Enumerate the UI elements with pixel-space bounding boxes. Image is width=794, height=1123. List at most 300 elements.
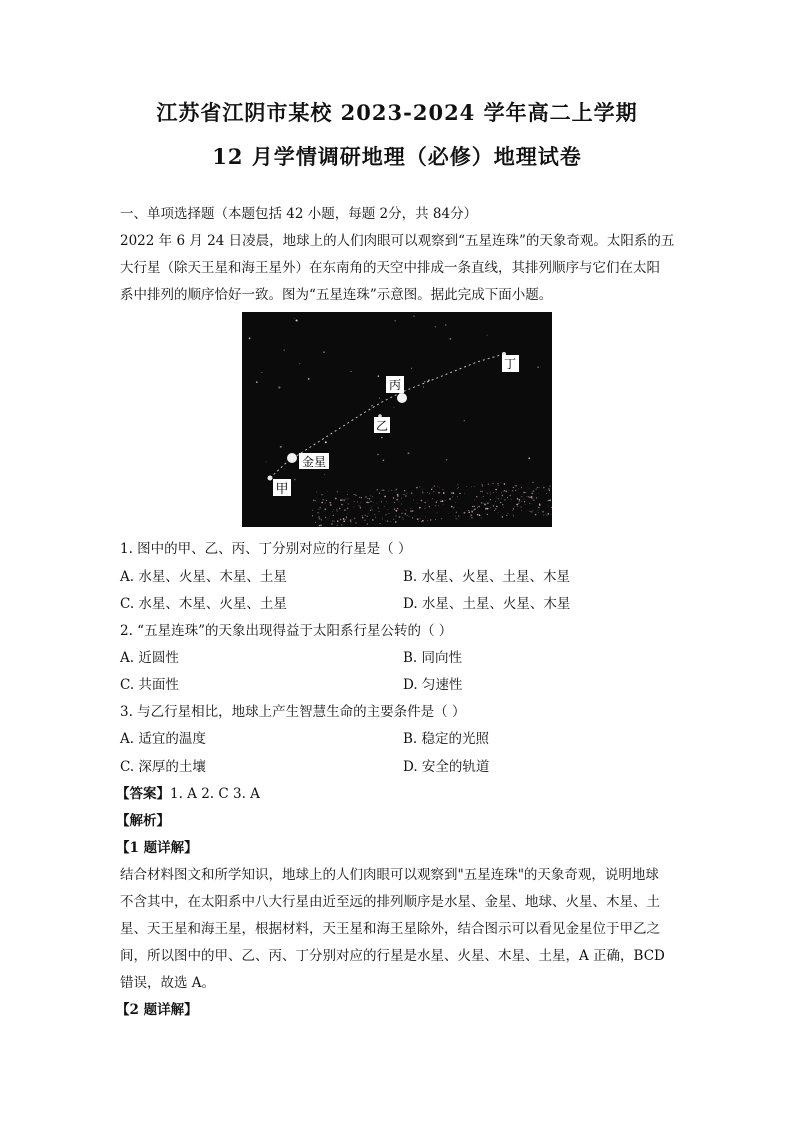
star (408, 452, 410, 454)
ground-light (337, 525, 338, 526)
ground-light (504, 490, 506, 492)
ground-light (548, 500, 550, 502)
ground-light (481, 484, 482, 485)
ground-light (525, 504, 526, 505)
ground-light (551, 514, 552, 515)
ground-light (529, 503, 530, 504)
ground-light (385, 514, 386, 515)
star (256, 381, 258, 383)
analysis-q2-label: 【2 题详解】 (116, 1002, 198, 1018)
ground-light (355, 494, 356, 495)
star (294, 479, 295, 480)
ground-light (549, 486, 550, 487)
ground-light (484, 503, 485, 504)
star (394, 407, 395, 408)
ground-light (440, 501, 442, 503)
ground-light (471, 517, 472, 518)
ground-light (364, 520, 365, 521)
ground-light (388, 509, 389, 510)
ground-light (383, 490, 384, 491)
ground-light (483, 503, 484, 504)
ground-light (506, 515, 507, 516)
ground-light (464, 493, 465, 494)
ground-light (428, 500, 429, 501)
ground-light (503, 491, 504, 492)
ground-light (331, 523, 333, 525)
planet-jia-dot (268, 476, 273, 481)
ground-light (422, 489, 423, 490)
ground-light (344, 509, 345, 510)
ground-light (482, 498, 483, 499)
ground-light (429, 505, 430, 506)
ground-light (531, 493, 533, 495)
ground-light (437, 486, 438, 487)
ground-light (397, 508, 398, 509)
ground-light (361, 497, 362, 498)
star (411, 368, 412, 369)
ground-light (538, 512, 539, 513)
ground-light (384, 506, 385, 507)
ground-light (325, 503, 326, 504)
ground-light (333, 509, 334, 510)
ground-light (543, 515, 544, 516)
ground-light (422, 491, 423, 492)
ground-light (380, 523, 381, 524)
ground-light (345, 519, 346, 520)
ground-light (548, 488, 550, 490)
ground-light (496, 492, 497, 493)
ground-light (493, 483, 494, 484)
ground-light (523, 501, 524, 502)
ground-light (354, 501, 355, 502)
label-jia: 甲 (275, 482, 289, 497)
ground-light (495, 489, 497, 491)
label-ding: 丁 (503, 357, 517, 371)
ground-light (321, 502, 323, 504)
ground-light (406, 493, 407, 494)
ground-light (533, 510, 534, 511)
ground-light (480, 491, 481, 492)
question-1-option-a: A. 水星、火星、木星、土星 (120, 569, 287, 585)
ground-light (525, 492, 526, 493)
ground-light (503, 507, 504, 508)
ground-light (517, 498, 518, 499)
ground-light (396, 499, 397, 500)
ground-light (469, 519, 470, 520)
ground-light (315, 522, 316, 523)
star (249, 337, 251, 339)
ground-light (413, 500, 414, 501)
ground-light (535, 514, 537, 516)
ground-light (456, 512, 457, 513)
question-1-stem: 1. 图中的甲、乙、丙、丁分别对应的行星是（ ） (120, 541, 412, 557)
intro-line-3: 系中排列的顺序恰好一致。图为“五星连珠”示意图。据此完成下面小题。 (120, 287, 553, 303)
ground-light (518, 503, 520, 505)
ground-light (549, 490, 550, 491)
ground-light (386, 501, 387, 502)
ground-light (451, 506, 453, 508)
star (413, 315, 414, 316)
ground-light (365, 496, 366, 497)
ground-light (498, 485, 499, 486)
ground-light (434, 486, 435, 487)
ground-light (434, 491, 435, 492)
star (537, 366, 538, 367)
ground-light (412, 510, 413, 511)
ground-light (521, 501, 522, 502)
ground-light (330, 504, 332, 506)
ground-light (375, 517, 376, 518)
ground-light (482, 486, 483, 487)
ground-light (479, 514, 481, 516)
ground-light (487, 508, 489, 510)
ground-light (420, 518, 421, 519)
ground-light (515, 485, 517, 487)
ground-light (468, 512, 470, 514)
ground-light (422, 492, 424, 494)
ground-light (319, 517, 320, 518)
ground-light (395, 490, 396, 491)
ground-light (504, 483, 506, 485)
ground-light (498, 512, 499, 513)
ground-light (474, 486, 475, 487)
analysis-q1-label: 【1 题详解】 (116, 840, 198, 856)
ground-light (459, 493, 460, 494)
ground-light (416, 487, 418, 489)
ground-light (524, 499, 525, 500)
ground-light (382, 518, 383, 519)
ground-light (320, 507, 321, 508)
ground-light (508, 513, 509, 514)
ground-light (437, 513, 438, 514)
ground-light (498, 498, 499, 499)
ground-light (365, 514, 366, 515)
ground-light (483, 496, 484, 497)
ground-light (368, 502, 369, 503)
ground-light (481, 491, 482, 492)
ground-light (537, 487, 539, 489)
ground-light (513, 515, 514, 516)
ground-light (394, 508, 395, 509)
ground-light (424, 502, 425, 503)
ground-light (526, 496, 527, 497)
ground-light (521, 496, 522, 497)
ground-light (370, 501, 371, 502)
ground-light (487, 514, 489, 516)
star (423, 387, 424, 388)
ground-light (466, 486, 467, 487)
analysis-q1-line-1: 结合材料图文和所学知识，地球上的人们肉眼可以观察到"五星连珠"的天象奇观，说明地球 (120, 867, 659, 883)
ground-light (350, 519, 351, 520)
ground-light (396, 515, 397, 516)
ground-light (516, 504, 518, 506)
label-venus: 金星 (301, 455, 327, 469)
ground-light (315, 500, 316, 501)
ground-light (391, 521, 392, 522)
ground-light (509, 495, 511, 497)
ground-light (547, 515, 548, 516)
ground-light (404, 494, 405, 495)
ground-light (336, 509, 338, 511)
ground-light (406, 510, 407, 511)
question-2-option-d: D. 匀速性 (403, 677, 463, 693)
ground-light (366, 501, 368, 503)
question-2-option-a: A. 近圆性 (120, 650, 179, 666)
ground-light (407, 515, 408, 516)
star (278, 386, 280, 388)
ground-light (408, 516, 409, 517)
ground-light (369, 498, 370, 499)
ground-light (401, 498, 402, 499)
ground-light (449, 498, 451, 500)
ground-light (438, 506, 439, 507)
ground-light (435, 505, 436, 506)
label-yi: 乙 (375, 419, 389, 433)
ground-light (485, 508, 487, 510)
ground-light (451, 492, 453, 494)
ground-light (378, 507, 379, 508)
ground-light (505, 491, 507, 493)
document-title-line2: 12 月学情调研地理（必修）地理试卷 (212, 144, 582, 169)
ground-light (431, 489, 432, 490)
question-2-stem: 2. “五星连珠”的天象出现得益于太阳系行星公转的（ ） (120, 623, 453, 639)
ground-light (323, 499, 324, 500)
ground-light (495, 508, 496, 509)
ground-light (360, 506, 361, 507)
question-1-option-b: B. 水星、火星、土星、木星 (403, 569, 571, 585)
ground-light (502, 516, 504, 518)
ground-light (470, 516, 471, 517)
ground-light (333, 515, 334, 516)
ground-light (531, 511, 532, 512)
ground-light (377, 490, 378, 491)
ground-light (486, 503, 487, 504)
ground-light (354, 494, 355, 495)
ground-light (317, 512, 318, 513)
star (381, 437, 382, 438)
ground-light (316, 492, 317, 493)
ground-light (538, 493, 539, 494)
ground-light (379, 492, 380, 493)
ground-light (321, 494, 323, 496)
ground-light (478, 506, 480, 508)
ground-light (495, 501, 496, 502)
ground-light (490, 499, 491, 500)
star (371, 405, 373, 407)
ground-light (370, 510, 371, 511)
ground-light (346, 516, 347, 517)
ground-light (533, 497, 534, 498)
ground-light (329, 502, 331, 504)
ground-light (443, 504, 444, 505)
ground-light (427, 521, 428, 522)
ground-light (512, 510, 513, 511)
ground-light (513, 514, 514, 515)
ground-light (536, 497, 537, 498)
star (424, 381, 425, 382)
ground-light (361, 502, 362, 503)
ground-light (472, 506, 473, 507)
analysis-q1-line-5: 错误，故选 A。 (120, 975, 216, 991)
ground-light (326, 500, 327, 501)
ground-light (377, 489, 378, 490)
ground-light (458, 487, 459, 488)
ground-light (334, 521, 335, 522)
ground-light (529, 496, 531, 498)
ground-light (504, 499, 505, 500)
ground-light (517, 506, 518, 507)
ground-light (418, 521, 419, 522)
venus-dot (287, 453, 297, 463)
ground-light (393, 497, 394, 498)
intro-line-1: 2022 年 6 月 24 日凌晨，地球上的人们肉眼可以观察到“五星连珠”的天象奇观。太阳系的五 (120, 233, 675, 249)
ground-light (457, 484, 458, 485)
ground-light (312, 510, 313, 511)
ground-light (412, 517, 413, 518)
ground-light (425, 517, 426, 518)
ground-light (452, 496, 453, 497)
ground-light (384, 496, 386, 498)
ground-light (388, 491, 389, 492)
ground-light (457, 496, 458, 497)
ground-light (339, 508, 340, 509)
answer-label: 【答案】 (116, 786, 170, 802)
ground-light (386, 521, 387, 522)
ground-light (468, 510, 469, 511)
ground-light (549, 492, 550, 493)
ground-light (354, 518, 355, 519)
ground-light (348, 503, 349, 504)
star (464, 420, 465, 421)
ground-light (425, 505, 426, 506)
ground-light (387, 520, 388, 521)
star (296, 319, 298, 321)
ground-light (458, 516, 459, 517)
night-sky-illustration (242, 312, 552, 527)
five-planets-figure (242, 312, 552, 527)
star (487, 335, 488, 336)
ground-light (372, 519, 374, 521)
ground-light (396, 489, 398, 491)
ground-light (419, 507, 421, 509)
ground-light (337, 511, 338, 512)
star (379, 398, 380, 399)
ground-light (373, 502, 374, 503)
ground-light (501, 483, 502, 484)
ground-light (348, 498, 349, 499)
ground-light (393, 519, 394, 520)
ground-light (342, 499, 344, 501)
answer-line (116, 782, 260, 802)
ground-light (420, 487, 421, 488)
ground-light (372, 496, 373, 497)
ground-light (340, 499, 342, 501)
ground-light (367, 498, 368, 499)
ground-light (456, 518, 457, 519)
ground-light (320, 524, 322, 526)
star (265, 461, 266, 462)
ground-light (394, 502, 395, 503)
ground-light (538, 507, 540, 509)
ground-light (313, 500, 315, 502)
star (351, 371, 352, 372)
ground-light (496, 497, 497, 498)
ground-light (543, 487, 545, 489)
ground-light (538, 487, 539, 488)
ground-light (528, 496, 529, 497)
ground-light (490, 492, 491, 493)
ground-light (533, 499, 535, 501)
star (395, 320, 396, 321)
star (528, 457, 530, 459)
star (428, 379, 430, 381)
ground-light (546, 493, 547, 494)
ground-light (494, 510, 495, 511)
ground-light (370, 496, 371, 497)
analysis-q1-line-4: 间，所以图中的甲、乙、丙、丁分别对应的行星是水星、火星、木星、土星，A 正确，BCD (120, 948, 665, 964)
ground-light (457, 488, 458, 489)
ground-light (343, 518, 344, 519)
ground-light (471, 510, 472, 511)
ground-light (529, 488, 530, 489)
ground-light (438, 492, 439, 493)
ground-light (471, 514, 473, 516)
ground-light (474, 509, 476, 511)
ground-light (332, 520, 333, 521)
ground-light (371, 501, 372, 502)
ground-light (345, 498, 346, 499)
question-2-option-c: C. 共面性 (120, 677, 179, 693)
ground-light (524, 501, 525, 502)
ground-light (477, 507, 478, 508)
ground-light (436, 501, 438, 503)
ground-light (481, 518, 482, 519)
ground-light (410, 508, 411, 509)
ground-light (448, 513, 449, 514)
ground-light (341, 524, 343, 526)
ground-light (487, 493, 488, 494)
ground-light (493, 492, 494, 493)
ground-light (404, 490, 405, 491)
ground-light (319, 518, 321, 520)
ground-light (514, 507, 515, 508)
ground-light (520, 506, 521, 507)
ground-light (529, 511, 530, 512)
ground-light (377, 503, 378, 504)
ground-light (318, 509, 319, 510)
ground-light (432, 498, 433, 499)
ground-light (439, 488, 440, 489)
ground-light (344, 499, 345, 500)
ground-light (329, 518, 330, 519)
ground-light (362, 517, 364, 519)
ground-light (513, 508, 514, 509)
ground-light (360, 507, 362, 509)
ground-light (337, 491, 338, 492)
question-3-option-b: B. 稳定的光照 (403, 731, 490, 747)
ground-light (391, 490, 392, 491)
ground-light (340, 519, 342, 521)
ground-light (497, 483, 498, 484)
ground-light (347, 507, 348, 508)
ground-light (381, 501, 382, 502)
star (445, 324, 447, 326)
ground-light (496, 506, 497, 507)
ground-light (325, 508, 327, 510)
ground-light (402, 517, 403, 518)
star (294, 318, 295, 319)
ground-light (367, 523, 368, 524)
